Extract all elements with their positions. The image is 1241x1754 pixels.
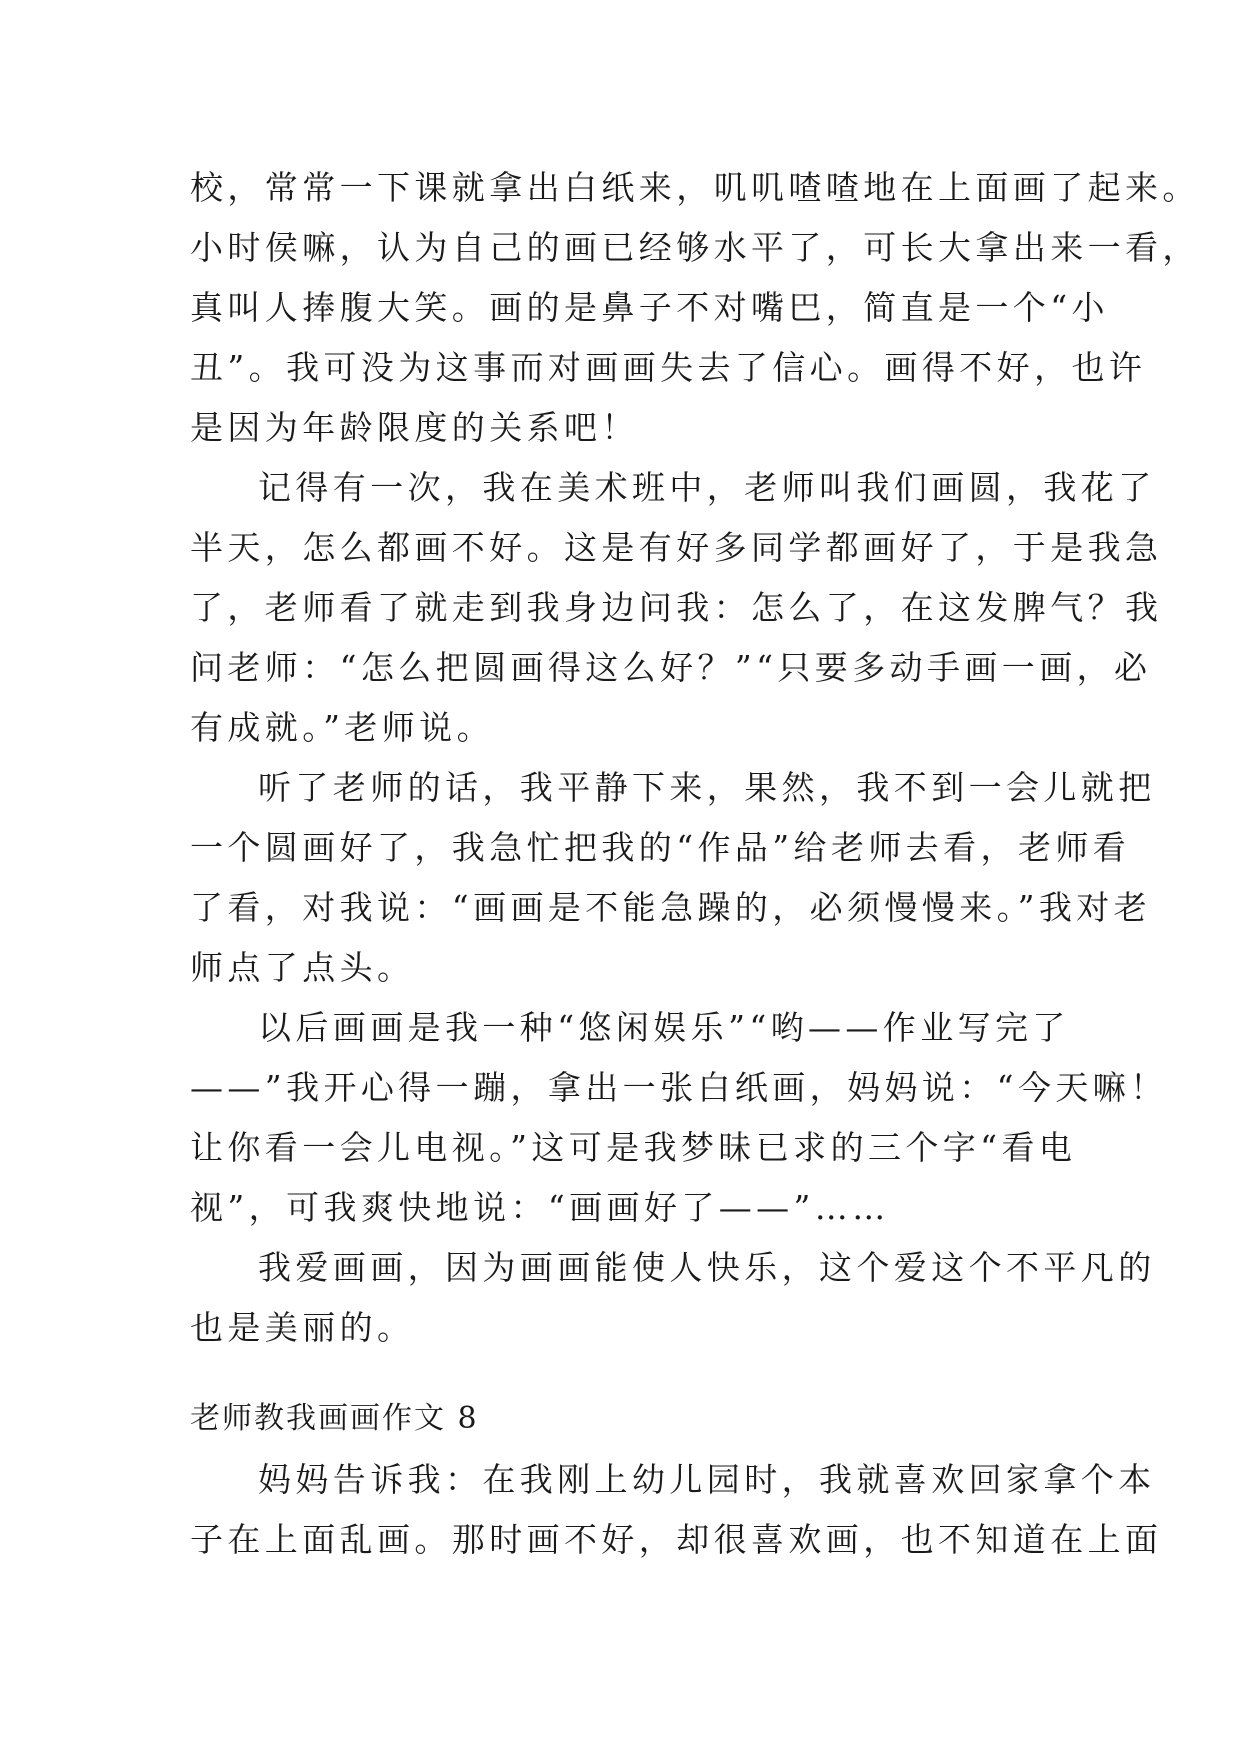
text-line: 了，老师看了就走到我身边问我：怎么了，在这发脾气？我 bbox=[190, 588, 1163, 627]
text-line: 听了老师的话，我平静下来，果然，我不到一会儿就把 bbox=[258, 768, 1156, 807]
text-line: 以后画画是我一种“悠闲娱乐”“哟——作业写完了 bbox=[258, 1008, 1070, 1047]
text-line: 半天，怎么都画不好。这是有好多同学都画好了，于是我急 bbox=[190, 528, 1163, 567]
section-heading: 老师教我画画作文 8 bbox=[190, 1401, 479, 1436]
text-line: ——”我开心得一蹦，拿出一张白纸画，妈妈说：“今天嘛！ bbox=[190, 1068, 1168, 1107]
paragraph-1 bbox=[190, 158, 1200, 458]
document-page bbox=[190, 158, 1200, 1570]
text-line: 视”，可我爽快地说：“画画好了——”…… bbox=[190, 1188, 890, 1227]
text-line: 是因为年龄限度的关系吧！ bbox=[190, 408, 639, 447]
text-line: 也是美丽的。 bbox=[190, 1308, 415, 1347]
text-line: 了看，对我说：“画画是不能急躁的，必须慢慢来。”我对老 bbox=[190, 888, 1152, 927]
text-line: 让你看一会儿电视。”这可是我梦昧已求的三个字“看电 bbox=[190, 1128, 1077, 1167]
text-line: 妈妈告诉我：在我刚上幼儿园时，我就喜欢回家拿个本 bbox=[258, 1460, 1156, 1499]
text-line: 校，常常一下课就拿出白纸来，叽叽喳喳地在上面画了起来。 bbox=[190, 168, 1200, 207]
text-line: 记得有一次，我在美术班中，老师叫我们画圆，我花了 bbox=[258, 468, 1156, 507]
text-line: 真叫人捧腹大笑。画的是鼻子不对嘴巴，简直是一个“小 bbox=[190, 288, 1109, 327]
paragraph-3 bbox=[190, 758, 1156, 998]
paragraph-4 bbox=[190, 998, 1168, 1238]
text-line: 丑”。我可没为这事而对画画失去了信心。画得不好，也许 bbox=[190, 348, 1147, 387]
section-paragraph bbox=[190, 1450, 1163, 1570]
paragraph-2 bbox=[190, 458, 1163, 758]
text-line: 我爱画画，因为画画能使人快乐，这个爱这个不平凡的 bbox=[258, 1248, 1156, 1287]
section-spacer bbox=[190, 1358, 1060, 1388]
text-line: 小时侯嘛，认为自己的画已经够水平了，可长大拿出来一看， bbox=[190, 228, 1200, 267]
text-line: 子在上面乱画。那时画不好，却很喜欢画，也不知道在上面 bbox=[190, 1520, 1163, 1559]
text-line: 师点了点头。 bbox=[190, 948, 415, 987]
text-line: 问老师：“怎么把圆画得这么好？”“只要多动手画一画，必 bbox=[190, 648, 1152, 687]
text-line: 有成就。”老师说。 bbox=[190, 708, 494, 747]
text-line: 一个圆画好了，我急忙把我的“作品”给老师去看，老师看 bbox=[190, 828, 1131, 867]
paragraph-5 bbox=[190, 1238, 1156, 1358]
